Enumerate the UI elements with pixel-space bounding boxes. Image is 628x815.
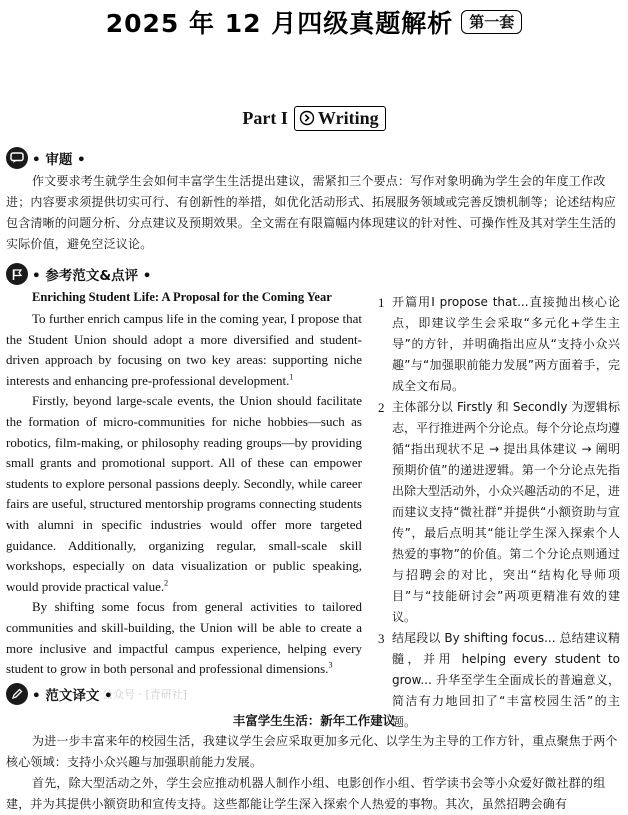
translation-paragraph: 首先，除大型活动之外，学生会应推动机器人制作小组、电影创作小组、哲学读书会等小众爱好微社群的组建，并为其提供小额资助和宣传支持。这些都能让学生深入探索个人热爱的事物。其次，虽然招聘会确有 (6, 776, 606, 811)
watermark: 公众号 · [青研社] (102, 688, 188, 701)
note-ref: 3 (328, 660, 333, 670)
essay-paragraph: To further enrich campus life in the coming year, I propose that the Student Union should adopt a more diversified and student-driven approach by focusing on two key areas: supporting niche interests and enhancing pre-professional development.$^1$ (6, 311, 362, 388)
essay-title: Enriching Student Life: A Proposal for the Coming Year (32, 290, 332, 304)
chevron-circle-icon (299, 110, 315, 126)
part-label: Part I (242, 107, 288, 128)
review-text: 作文要求考生就学生会如何丰富学生生活提出建议，需紧扣三个要点：写作对象明确为学生会的年度工作改进；内容要求须提供切实可行、有创新性的举措，如优化活动形式、拓展服务领域或完善反馈机制等；论述结构应包含清晰的问题分析、分点建议及预期效果。全文需在有限篇幅内体现建议的针对性、可操作性及其对学生生活的实际价值，避免空泛议论。 (6, 174, 617, 251)
note-ref: 2 (164, 578, 169, 588)
part-name-box (294, 106, 386, 131)
note-ref: 1 (289, 372, 294, 382)
essay-paragraph: By shifting some focus from general activities to tailored communities and skill-building, the Union will be able to create a more inclusive and impactful campus experience, helping every student to grow in both personal and professional dimensions.$^3$ (6, 599, 362, 677)
part-heading (0, 103, 628, 133)
commentary-note (378, 292, 620, 397)
note-text: 开篇用I propose that...直接抛出核心论点，即建议学生会采取“多元化+学生主导”的方针，并明确指出应从“支持小众兴趣”与“加强职前能力发展”两方面着手，完成全文布局。 (392, 295, 620, 393)
part-name: Writing (317, 107, 379, 128)
commentary-note (378, 397, 620, 628)
translation-heading-label: • 范文译文 • (32, 688, 113, 704)
commentary-notes (378, 292, 620, 733)
flag-icon (6, 263, 28, 285)
note-text: 结尾段以 By shifting focus... 总结建议精髓，并用 helping every student to grow... 升华至学生全面成长的普遍意义，简洁有力地回扣了“丰富校园生活”的主题。 (392, 631, 620, 729)
review-heading (6, 147, 86, 169)
page-header (0, 0, 628, 44)
sample-heading (6, 263, 151, 285)
essay-body (6, 309, 362, 680)
note-number: 1 (378, 295, 385, 310)
translation-heading (6, 683, 113, 705)
note-number: 3 (378, 631, 385, 646)
set-badge: 第一套 (461, 10, 522, 34)
chat-bubble-icon (6, 147, 28, 169)
note-number: 2 (378, 400, 385, 415)
translation-paragraph: 为进一步丰富来年的校园生活，我建议学生会应采取更加多元化、以学生为主导的工作方针，重点聚焦于两个核心领域：支持小众兴趣与加强职前能力发展。 (6, 734, 618, 769)
review-heading-label: • 审题 • (32, 152, 86, 168)
note-text: 主体部分以 Firstly 和 Secondly 为逻辑标志，平行推进两个分论点。每个分论点均遵循“指出现状不足 → 提出具体建议 → 阐明预期价值”的递进逻辑。第一个分论点先指出除大型活动外，小众兴趣活动的不足，进而建议支持“微社群”并提供“小额资助与宣传”，最后点明其“能让学生深入探索个人热爱的事物”的价值。第二个分论点则通过与招聘会的对比，突出“结构化导师项目”与“技能研讨会”两项更精准有效的建议。 (392, 400, 621, 624)
essay-paragraph: Firstly, beyond large-scale events, the Union should facilitate the formation of micro-communities for niche hobbies—such as robotics, film-making, or philosophy reading groups—by providing small grants and promotional support. All of these can empower students to explore personal passions deeply. Secondly, while career fairs are useful, structured mentorship programs connecting students with alumni in specific industries would offer more targeted guidance. Additionally, organizing regular, small-scale skill workshops, especially on data visualization or public speaking, would provide practical value.$^2$ (6, 393, 362, 594)
sample-heading-label: • 参考范文&点评 • (32, 268, 152, 284)
translation-title: 丰富学生生活：新年工作建议 (232, 713, 396, 728)
page-title: 2025 年 12 月四级真题解析 (105, 9, 454, 38)
pen-icon (6, 683, 28, 705)
